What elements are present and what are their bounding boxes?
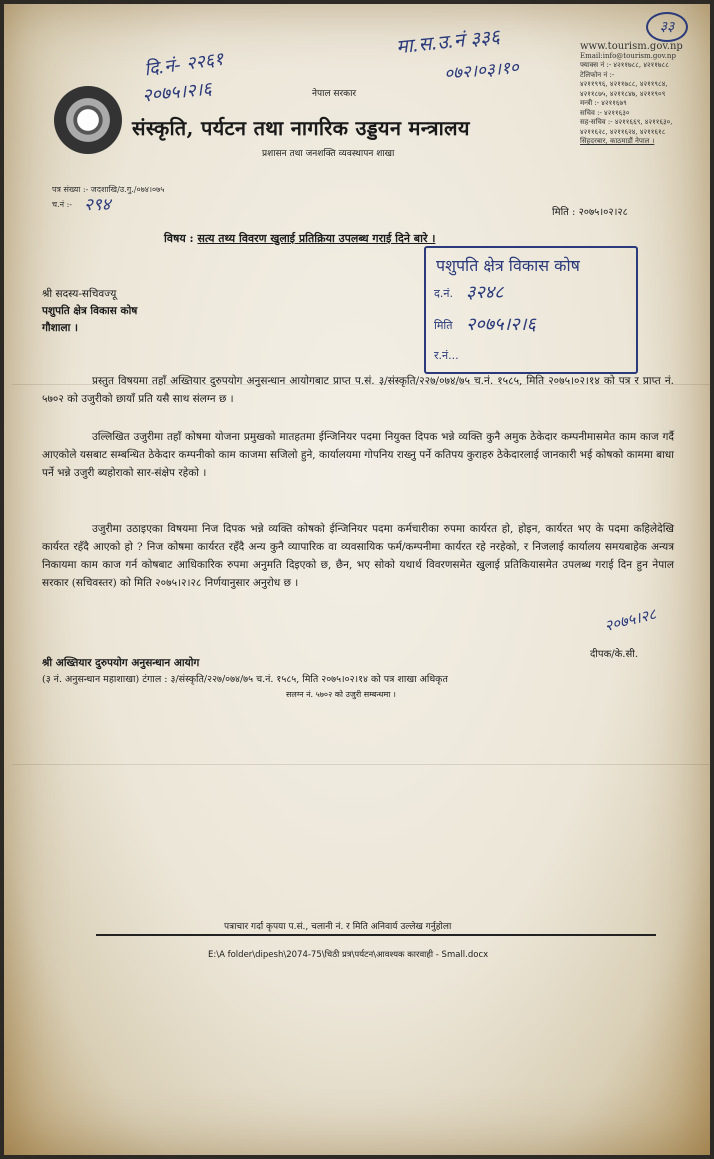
subject-line [164,231,435,246]
handwritten-reg-date: २०७५।२।६ [141,78,213,107]
government-label: नेपाल सरकार [312,89,357,99]
stamp-da-value: ३२४८ [466,282,504,303]
addressee-place: गौशाला । [42,322,78,334]
nepal-emblem-icon [54,86,122,154]
body-paragraph-1: प्रस्तुत विषयमा तहाँ अख्तियार दुरुपयोग अनुसन्धान आयोगबाट प्राप्त प.सं. ३/संस्कृति/२२७/०७४/७५ च.नं. १५८५, मिति २०७५।०२।१४ को पत्र र प्राप्त नं. ५७०२ को उजुरीको छायाँ प्रति यसै साथ संलग्न छ । [42,375,675,405]
contact-block [580,42,710,147]
subject-label: विषय : [164,232,194,245]
signatory-name: दीपक/के.सी. [590,649,639,660]
section-name: प्रशासन तथा जनशक्ति व्यवस्थापन शाखा [262,149,395,159]
contact-address: सिंहदरबार, काठमाडौं नेपाल । [580,137,655,145]
footer-note: पत्राचार गर्दा कृपया प.सं., चलानी नं. र मिति अनिवार्य उल्लेख गर्नुहोला [224,922,452,932]
body-paragraph-3: उजुरीमा उठाइएका विषयमा निज दिपक भन्ने व्यक्ति कोषको ईन्जिनियर पदमा कर्मचारीका रुपमा कार्यरत हो, होइन, कार्यरत भए के पदमा कहिलेदेखि कार्यरत रहँदै आएको हो ? निज कोषमा कार्यरत रहँदै अन्य कुनै व्यापारिक वा व्यवसायिक फर्म/कम्पनीमा कार्यरत रहे नरहेको, र निजलाई कार्यालय समयबाहेक अन्यत्र निकायमा काम काज गर्न कोषबाट आधिकारिक रुपमा अनुमति दिइएको छ, छैन, भए सोको यथार्थ विवरणसमेत खुलाई प्रतिकियासमेत उपलब्ध गराई दिन हुन नेपाल सरकार (सचिवस्तर) को मिति २०७५।२।२८ निर्णयानुसार अनुरोध छ । [42,523,674,589]
letter-date: मिति : २०७५।०२।२८ [552,207,628,218]
stamp-ra-label: र.नं... [434,349,459,362]
contact-line: ४२११८७५, ४२११८४७, ४२११९०९ [580,89,666,98]
contact-line: ४२११९९६, ४२११७८८, ४२११९८४, [580,80,668,88]
handwritten-circle-number: ३३ [646,12,688,42]
email-link[interactable]: Email:info@tourism.gov.np [580,51,676,60]
contact-line: टेलिफोन नं :- [580,70,615,79]
contact-line: सचिव :- ४२११६३० [580,108,630,117]
fold-line [12,764,712,765]
subject-text: सत्य तथ्य विवरण खुलाई प्रतिक्रिया उपलब्ध गराई दिने बारे । [197,232,436,245]
received-stamp [424,246,638,374]
footer-rule [96,934,656,936]
cc-detail: (३ नं. अनुसन्धान महाशाखा) टंगाल : ३/संस्कृति/२२७/०७४/७५ च.नं. १५८५, मिति २०७५।०२।१४ को पत्र शाखा अधिकृत [42,674,448,685]
stamp-date-value: २०७५।२।६ [466,314,536,335]
handwritten-reg-number: दि.नं- २२६१ [142,48,225,81]
dispatch-label: च.नं :- [52,200,73,209]
contact-line: फ्याक्स नं :- ४२११७८८, ४२११७८८ [580,61,669,69]
addressee-organization: पशुपति क्षेत्र विकास कोष [42,305,138,317]
stamp-title: पशुपति क्षेत्र विकास कोष [436,256,580,275]
document-page [4,4,710,1155]
handwritten-dispatch-value: २९४ [84,195,111,215]
addressee-title: श्री सदस्य-सचिवज्यू [42,288,117,300]
handwritten-dispatch-number: मा.स.उ.नं ३३६ [395,25,501,59]
cc-recipient: श्री अख्तियार दुरुपयोग अनुसन्धान आयोग [42,657,200,669]
handwritten-dispatch-date: ०७२।०३।१० [443,57,520,85]
stamp-date-label: मिति [434,319,453,332]
ministry-title: संस्कृति, पर्यटन तथा नागरिक उड्डयन मन्त्रालय [132,116,470,140]
signature: २०७५।२८ [602,604,658,636]
letter-reference-number: पत्र संख्या :- जदशाखि/उ.गु./०७४।०७५ [52,185,165,194]
contact-line: सह-सचिव :- ४२११६६९, ४२११६३०, [580,118,673,126]
body-paragraph-2: उल्लिखित उजुरीमा तहाँ कोषमा योजना प्रमुखको मातहतमा ईन्जिनियर पदमा नियुक्त दिपक भन्ने व्यक्ति कुनै अमुक ठेकेदार कम्पनीमासमेत काम काज गर्दै आएकोले यसबाट सम्बन्धित ठेकेदार कम्पनीको काम काजमा सजिलो हुने, कार्यालयमा गोपनिय राख्नु पर्ने कतिपय कुराहरु ठेकेदारलाई जानकारी भई कोषको काममा बाधा पर्ने भन्ने उजुरी ब्यहोराको सार-संक्षेप रहेको । [42,431,674,479]
stamp-da-label: द.नं. [434,287,453,300]
website-link[interactable]: www.tourism.gov.np [580,41,683,52]
file-path: E:\A folder\dipesh\2074-75\चिठी प्रत्र\पर्यटन\आवश्यक कारवाही - Small.docx [208,950,489,960]
cc-attachment: सलग्न नं. ५७०२ को उजुरी सम्बन्धमा । [286,690,396,699]
contact-line: मन्त्री :- ४२११६७९ [580,99,627,107]
contact-line: ४२११६२८, ४२११६२४, ४२११६१८ [580,127,666,136]
